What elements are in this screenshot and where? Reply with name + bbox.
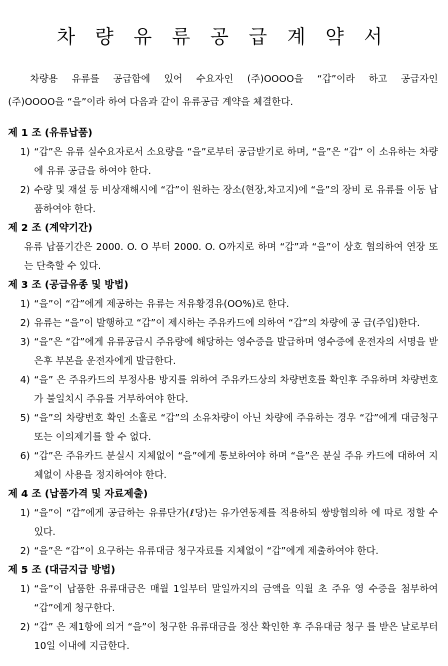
item-number: 2) [20,546,30,557]
item-number: 2) [20,185,30,196]
item-text: “을” 은 주유카드의 부정사용 방지를 위하여 주유카드상의 차량번호를 확인후 주유하며 차량번호가 불일치시 주유를 거부하여야 한다. [34,375,438,405]
item-number: 1) [20,584,30,595]
item-number: 5) [20,413,30,424]
intro-line-2: (주)OOOO을 “을”이라 하여 다음과 같이 유류공급 계약을 체결한다. [8,97,294,108]
item-text: “을”이 납품한 유류대금은 매월 1일부터 말일까지의 금액을 익월 초 주유 영 수증을 첨부하여 “갑”에게 청구한다. [34,584,438,614]
item-text: “갑” 은 제1항에 의거 “을”이 청구한 유류대금을 정산 확인한 후 주유대금 청구 를 받은 날로부터 10일 이내에 지급한다. [34,622,438,652]
article-item [8,409,438,447]
article-item [8,314,438,333]
article-paragraph: 유류 납품기간은 2000. O. O 부터 2000. O. O까지로 하며 “갑”과 “을”이 상호 협의하여 연장 또는 단축할 수 있다. [24,242,438,272]
item-text: “을”의 차량번호 확인 소홀로 “갑”의 소유차량이 아닌 차량에 주유하는 경우 “갑”에게 대금청구 또는 이의제기를 할 수 없다. [34,413,438,443]
article-item [8,371,438,409]
article-heading: 제 5 조 (대금지급 방법) [8,565,116,576]
article-4 [8,485,438,561]
article-2 [8,219,438,276]
item-number: 3) [20,337,30,348]
item-text: “갑”은 주유카드 분실시 지체없이 “을”에게 통보하여야 하며 “을”은 분실 주유 카드에 대하여 지체없이 사용을 정지하여야 한다. [34,451,438,481]
item-number: 2) [20,622,30,633]
article-heading: 제 1 조 (유류납품) [8,128,93,139]
document-title: 차 량 유 류 공 급 계 약 서 [56,26,390,48]
article-heading: 제 4 조 (납품가격 및 자료제출) [8,489,148,500]
item-text: 수량 및 재설 등 비상재해시에 “갑”이 원하는 장소(현장,차고지)에 “을”의 장비 로 유류를 이동 납품하여야 한다. [34,185,438,215]
item-number: 1) [20,508,30,519]
article-5 [8,561,438,656]
article-item [8,618,438,656]
item-text: “을”이 “갑”에게 제공하는 유류는 저유황경유(OO%)로 한다. [34,299,290,310]
article-3 [8,276,438,485]
article-heading: 제 2 조 (계약기간) [8,223,93,234]
article-item [8,181,438,219]
item-text: “을”이 “갑”에게 공급하는 유류단가(ℓ당)는 유가연동제를 적용하되 쌍방협의하 에 따로 정할 수 있다. [34,508,438,538]
article-heading: 제 3 조 (공급유종 및 방법) [8,280,129,291]
article-1 [8,124,438,219]
item-text: “을”은 “갑”에게 유류공급시 주유량에 해당하는 영수증을 발급하며 영수증에 운전자의 서명을 받은후 부본을 운전자에게 발급한다. [34,337,438,367]
item-number: 4) [20,375,30,386]
item-text: “을”은 “갑”이 요구하는 유류대금 청구자료를 지체없이 “갑”에게 제출하여야 한다. [34,546,379,557]
article-item [8,504,438,542]
item-text: 유류는 “을”이 발행하고 “갑”이 제시하는 주유카드에 의하여 “갑”의 차량에 공 급(주입)한다. [34,318,420,329]
article-item [8,333,438,371]
intro-paragraph [8,68,438,114]
article-item [8,447,438,485]
item-text: “갑”은 유류 실수요자로서 소요량을 “을”로부터 공급받기로 하며, “을”은 “갑” 이 소유하는 차량에 유류 공급을 하여야 한다. [34,147,438,177]
item-number: 6) [20,451,30,462]
article-item [8,295,438,314]
item-number: 2) [20,318,30,329]
article-item [8,143,438,181]
article-item [8,542,438,561]
article-item [8,580,438,618]
item-number: 1) [20,299,30,310]
item-number: 1) [20,147,30,158]
intro-line-1: 차량용 유류를 공급함에 있어 수요자인 (주)OOOO을 “갑”이라 하고 공급자인 [30,74,438,85]
